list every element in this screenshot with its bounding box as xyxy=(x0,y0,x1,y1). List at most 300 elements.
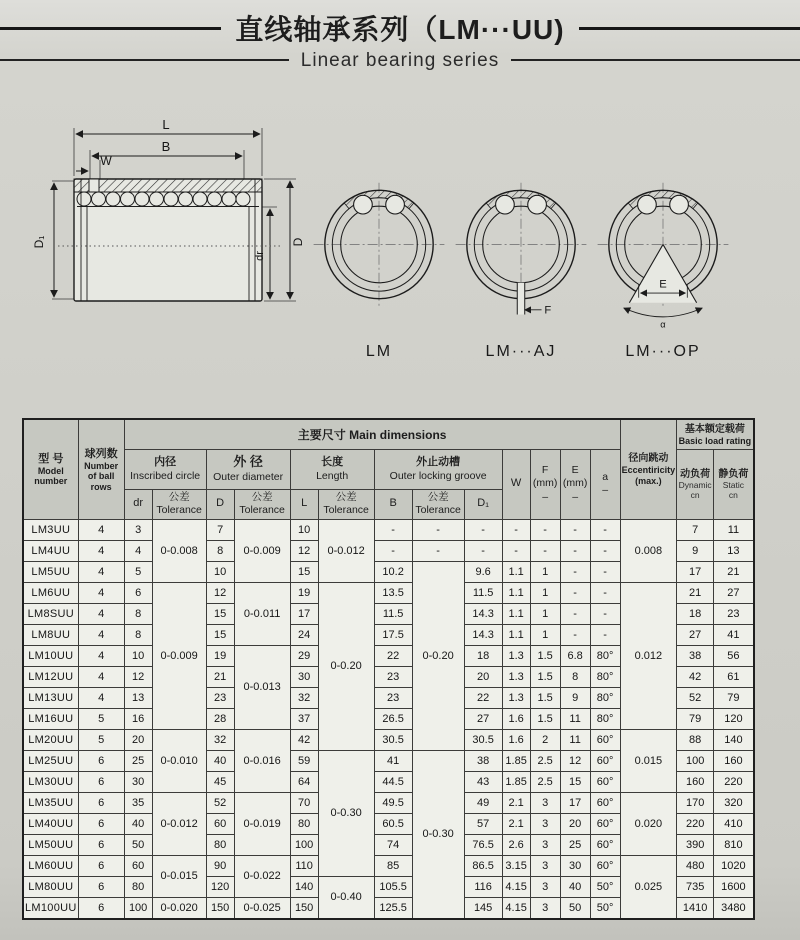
col-header-inscribed-circle xyxy=(124,449,206,489)
page-subtitle-row xyxy=(0,48,800,72)
value-cell: 116 xyxy=(464,876,502,897)
subtitle-rule-right xyxy=(511,59,800,61)
value-cell: 38 xyxy=(677,645,714,666)
col-header-length xyxy=(290,449,374,489)
header-line: 径向跳动 xyxy=(628,453,669,465)
table-row xyxy=(23,729,754,750)
value-cell: 20 xyxy=(124,729,152,750)
value-cell: 4 xyxy=(78,603,124,624)
value-cell: 0-0.012 xyxy=(152,792,206,855)
col-header-dynamic-load xyxy=(677,449,714,519)
table-row xyxy=(23,855,754,876)
value-cell: 1.85 xyxy=(502,771,530,792)
header-line: a xyxy=(602,470,609,483)
value-cell: 0-0.010 xyxy=(152,729,206,792)
header-line: – xyxy=(542,490,549,503)
value-cell: 3 xyxy=(530,897,560,919)
value-cell: 5 xyxy=(78,729,124,750)
header-line: 长度 xyxy=(321,456,344,469)
header-line: (mm) xyxy=(562,477,588,490)
value-cell: 37 xyxy=(290,708,318,729)
header-line: E xyxy=(571,464,579,477)
value-cell: 170 xyxy=(677,792,714,813)
ball xyxy=(386,195,405,214)
header-line: Tolerance xyxy=(156,504,202,516)
value-cell: 6 xyxy=(78,813,124,834)
header-line: Static xyxy=(722,479,745,490)
value-cell: 140 xyxy=(290,876,318,897)
value-cell: 80 xyxy=(290,813,318,834)
value-cell: 60° xyxy=(590,834,620,855)
header-line: Inscribed circle xyxy=(130,469,201,482)
value-cell: - xyxy=(590,582,620,603)
ball xyxy=(528,195,547,214)
value-cell: 4 xyxy=(78,540,124,561)
value-cell: 2.6 xyxy=(502,834,530,855)
model-number-cell: LM12UU xyxy=(23,666,78,687)
value-cell: - xyxy=(590,603,620,624)
value-cell: 52 xyxy=(206,792,234,813)
bearing-cross-section-diagram xyxy=(30,104,310,372)
ball xyxy=(496,195,515,214)
value-cell: 4 xyxy=(78,582,124,603)
title-rule-left xyxy=(0,27,221,30)
col-header-locking-groove xyxy=(374,449,502,489)
col-header-D-tolerance xyxy=(234,489,290,519)
value-cell: 1.3 xyxy=(502,645,530,666)
value-cell: 60° xyxy=(590,855,620,876)
value-cell: 120 xyxy=(206,876,234,897)
model-number-cell: LM13UU xyxy=(23,687,78,708)
value-cell: 1 xyxy=(530,603,560,624)
value-cell: 0-0.009 xyxy=(152,582,206,729)
value-cell: 70 xyxy=(290,792,318,813)
header-line: Number xyxy=(84,460,119,471)
value-cell: - xyxy=(412,519,464,540)
value-cell: 1.3 xyxy=(502,687,530,708)
value-cell: 40 xyxy=(206,750,234,771)
value-cell: 17 xyxy=(290,603,318,624)
value-cell: 30.5 xyxy=(374,729,412,750)
header-line: Length xyxy=(316,469,349,482)
ball xyxy=(638,195,657,214)
value-cell: 24 xyxy=(290,624,318,645)
value-cell: 1.5 xyxy=(530,708,560,729)
value-cell: 9.6 xyxy=(464,561,502,582)
value-cell: 2.5 xyxy=(530,750,560,771)
model-number-cell: LM25UU xyxy=(23,750,78,771)
value-cell: 4 xyxy=(78,624,124,645)
value-cell: 105.5 xyxy=(374,876,412,897)
header-line: 公差 xyxy=(168,490,190,503)
value-cell: 26.5 xyxy=(374,708,412,729)
value-cell: 0-0.019 xyxy=(234,792,290,855)
dim-label-alpha: α xyxy=(660,319,666,330)
header-line: – xyxy=(572,490,579,503)
value-cell: 35 xyxy=(124,792,152,813)
value-cell: 2.1 xyxy=(502,813,530,834)
value-cell: 25 xyxy=(560,834,590,855)
header-line: 球列数 xyxy=(84,447,118,460)
value-cell: 22 xyxy=(464,687,502,708)
value-cell: 11 xyxy=(560,729,590,750)
value-cell: 10 xyxy=(290,519,318,540)
value-cell: 4.15 xyxy=(502,897,530,919)
value-cell: - xyxy=(560,519,590,540)
value-cell: 6 xyxy=(78,897,124,919)
value-cell: 6 xyxy=(78,750,124,771)
value-cell: 11 xyxy=(560,708,590,729)
header-line: 公差 xyxy=(251,490,273,503)
value-cell: 45 xyxy=(206,771,234,792)
value-cell: 0-0.012 xyxy=(318,519,374,582)
value-cell: 100 xyxy=(677,750,714,771)
value-cell: 23 xyxy=(374,687,412,708)
value-cell: 85 xyxy=(374,855,412,876)
value-cell: 79 xyxy=(677,708,714,729)
col-header-f xyxy=(530,449,560,519)
value-cell: 41 xyxy=(714,624,754,645)
value-cell: - xyxy=(502,540,530,561)
header-line: cn xyxy=(690,489,700,500)
value-cell: 9 xyxy=(560,687,590,708)
value-cell: 61 xyxy=(714,666,754,687)
value-cell: - xyxy=(590,540,620,561)
col-header-eccentricity xyxy=(620,419,677,519)
page-title-row xyxy=(0,8,800,48)
value-cell: 10 xyxy=(124,645,152,666)
value-cell: 1.1 xyxy=(502,561,530,582)
value-cell: 80 xyxy=(206,834,234,855)
value-cell: 79 xyxy=(714,687,754,708)
value-cell: 40 xyxy=(560,876,590,897)
value-cell: 30.5 xyxy=(464,729,502,750)
ring-diagram-lm-op xyxy=(592,166,734,336)
value-cell: 1.6 xyxy=(502,729,530,750)
value-cell: 60° xyxy=(590,729,620,750)
dim-label-dr: dr xyxy=(254,251,266,261)
value-cell: 28 xyxy=(206,708,234,729)
value-cell: - xyxy=(590,624,620,645)
value-cell: 15 xyxy=(206,603,234,624)
value-cell: 3480 xyxy=(714,897,754,919)
model-number-cell: LM16UU xyxy=(23,708,78,729)
value-cell: 12 xyxy=(290,540,318,561)
table-body xyxy=(23,519,754,919)
value-cell: 50 xyxy=(560,897,590,919)
value-cell: 56 xyxy=(714,645,754,666)
value-cell: 4 xyxy=(78,561,124,582)
model-number-cell: LM35UU xyxy=(23,792,78,813)
col-header-D: D xyxy=(206,489,234,519)
dim-label-D: D xyxy=(291,237,305,247)
bearing-body xyxy=(58,179,282,301)
ball xyxy=(670,195,689,214)
value-cell: - xyxy=(412,540,464,561)
table-row xyxy=(23,519,754,540)
col-header-B: B xyxy=(374,489,412,519)
value-cell: 60.5 xyxy=(374,813,412,834)
value-cell: 6 xyxy=(78,876,124,897)
header-line: 外 径 xyxy=(233,453,263,469)
value-cell: 4 xyxy=(78,666,124,687)
value-cell: 44.5 xyxy=(374,771,412,792)
value-cell: 1.3 xyxy=(502,666,530,687)
value-cell: 220 xyxy=(714,771,754,792)
value-cell: 6 xyxy=(78,834,124,855)
value-cell: - xyxy=(590,561,620,582)
value-cell: 23 xyxy=(374,666,412,687)
value-cell: 17.5 xyxy=(374,624,412,645)
value-cell: 38 xyxy=(464,750,502,771)
header-line: cn xyxy=(728,489,738,500)
centerlines xyxy=(314,183,445,308)
value-cell: 4 xyxy=(78,687,124,708)
value-cell: 1.85 xyxy=(502,750,530,771)
value-cell: 23 xyxy=(714,603,754,624)
header-line: 内径 xyxy=(154,456,177,469)
value-cell: 1.5 xyxy=(530,645,560,666)
value-cell: 20 xyxy=(560,813,590,834)
value-cell: 7 xyxy=(677,519,714,540)
value-cell: 3 xyxy=(530,855,560,876)
value-cell: 50 xyxy=(124,834,152,855)
value-cell: 88 xyxy=(677,729,714,750)
value-cell: 1.1 xyxy=(502,582,530,603)
col-header-e xyxy=(560,449,590,519)
value-cell: 25 xyxy=(124,750,152,771)
value-cell: 150 xyxy=(290,897,318,919)
value-cell: 23 xyxy=(206,687,234,708)
value-cell: 110 xyxy=(290,855,318,876)
value-cell: 3 xyxy=(530,813,560,834)
value-cell: 3 xyxy=(530,834,560,855)
model-number-cell: LM50UU xyxy=(23,834,78,855)
value-cell: 32 xyxy=(290,687,318,708)
value-cell: 1020 xyxy=(714,855,754,876)
value-cell: 100 xyxy=(290,834,318,855)
value-cell: 21 xyxy=(677,582,714,603)
header-line: Outer diameter xyxy=(213,470,284,483)
value-cell: 4 xyxy=(124,540,152,561)
value-cell: 50° xyxy=(590,876,620,897)
value-cell: 76.5 xyxy=(464,834,502,855)
dim-label-F: F xyxy=(544,304,552,317)
value-cell: 17 xyxy=(677,561,714,582)
value-cell: - xyxy=(464,519,502,540)
bearing-spec-table xyxy=(22,418,755,920)
value-cell: 1.1 xyxy=(502,624,530,645)
value-cell: 19 xyxy=(206,645,234,666)
value-cell: 80° xyxy=(590,708,620,729)
value-cell: 1.5 xyxy=(530,666,560,687)
model-number-cell: LM4UU xyxy=(23,540,78,561)
value-cell: 0-0.011 xyxy=(234,582,290,645)
value-cell: 13 xyxy=(714,540,754,561)
value-cell: 8 xyxy=(206,540,234,561)
model-number-cell: LM8UU xyxy=(23,624,78,645)
value-cell: 14.3 xyxy=(464,603,502,624)
value-cell: 5 xyxy=(124,561,152,582)
header-line: 静负荷 xyxy=(718,468,749,480)
value-cell: 480 xyxy=(677,855,714,876)
value-cell: 8 xyxy=(560,666,590,687)
value-cell: 2.1 xyxy=(502,792,530,813)
value-cell: 40 xyxy=(124,813,152,834)
value-cell: 11 xyxy=(714,519,754,540)
value-cell: 14.3 xyxy=(464,624,502,645)
col-header-B-tolerance xyxy=(412,489,464,519)
value-cell: 3 xyxy=(530,876,560,897)
col-header-a xyxy=(590,449,620,519)
value-cell: 29 xyxy=(290,645,318,666)
value-cell: 0-0.30 xyxy=(412,750,464,919)
value-cell: 145 xyxy=(464,897,502,919)
value-cell: 10.2 xyxy=(374,561,412,582)
title-rule-right xyxy=(579,27,800,30)
value-cell: 4.15 xyxy=(502,876,530,897)
value-cell: 22 xyxy=(374,645,412,666)
value-cell: 0-0.20 xyxy=(318,582,374,750)
header-line: F xyxy=(541,464,549,477)
ring-label-lm: LM xyxy=(365,343,393,360)
value-cell: 17 xyxy=(560,792,590,813)
ring-label-lm-op: LM···OP xyxy=(625,343,701,360)
value-cell: - xyxy=(560,603,590,624)
value-cell: - xyxy=(530,540,560,561)
value-cell: 11.5 xyxy=(464,582,502,603)
table-header xyxy=(23,419,754,519)
value-cell: 49 xyxy=(464,792,502,813)
header-line: Eccentiricity xyxy=(621,465,676,476)
value-cell: 42 xyxy=(677,666,714,687)
value-cell: 18 xyxy=(677,603,714,624)
value-cell: 43 xyxy=(464,771,502,792)
value-cell: 320 xyxy=(714,792,754,813)
col-header-dr: dr xyxy=(124,489,152,519)
value-cell: 52 xyxy=(677,687,714,708)
value-cell: 160 xyxy=(677,771,714,792)
header-line: number xyxy=(34,476,68,487)
value-cell: 15 xyxy=(290,561,318,582)
header-line: Tolerance xyxy=(239,504,285,516)
value-cell: 18 xyxy=(464,645,502,666)
value-cell: 19 xyxy=(290,582,318,603)
value-cell: 810 xyxy=(714,834,754,855)
value-cell: 12 xyxy=(124,666,152,687)
value-cell: 390 xyxy=(677,834,714,855)
value-cell: 150 xyxy=(206,897,234,919)
model-number-cell: LM100UU xyxy=(23,897,78,919)
value-cell: 74 xyxy=(374,834,412,855)
value-cell: 41 xyxy=(374,750,412,771)
value-cell: 5 xyxy=(78,708,124,729)
value-cell: 4 xyxy=(78,519,124,540)
value-cell: 21 xyxy=(206,666,234,687)
col-header-ball-rows xyxy=(78,419,124,519)
ring-view-lm xyxy=(308,166,450,361)
value-cell: 6 xyxy=(78,792,124,813)
value-cell: 1.6 xyxy=(502,708,530,729)
page-subtitle: Linear bearing series xyxy=(300,50,500,71)
value-cell: 0-0.016 xyxy=(234,729,290,792)
value-cell: 13.5 xyxy=(374,582,412,603)
ring-diagram-lm-aj xyxy=(450,166,592,336)
dim-label-W: W xyxy=(100,154,112,168)
header-line: 外止动槽 xyxy=(416,456,461,469)
value-cell: 1 xyxy=(530,582,560,603)
value-cell: 57 xyxy=(464,813,502,834)
header-line: Tolerance xyxy=(323,504,369,516)
value-cell: 7 xyxy=(206,519,234,540)
value-cell: - xyxy=(464,540,502,561)
value-cell: 15 xyxy=(206,624,234,645)
value-cell: 0-0.022 xyxy=(234,855,290,897)
value-cell: 4 xyxy=(78,645,124,666)
page-title: 直线轴承系列（LM···UU) xyxy=(235,14,565,45)
col-header-model xyxy=(23,419,78,519)
value-cell: 60 xyxy=(124,855,152,876)
model-number-cell: LM3UU xyxy=(23,519,78,540)
value-cell: 1 xyxy=(530,624,560,645)
value-cell: 42 xyxy=(290,729,318,750)
ring-view-lm-op xyxy=(592,166,734,361)
value-cell: - xyxy=(374,519,412,540)
value-cell: 20 xyxy=(464,666,502,687)
value-cell: 11.5 xyxy=(374,603,412,624)
model-number-cell: LM5UU xyxy=(23,561,78,582)
value-cell: 10 xyxy=(206,561,234,582)
col-header-L: L xyxy=(290,489,318,519)
subtitle-rule-left xyxy=(0,59,289,61)
value-cell: 60° xyxy=(590,771,620,792)
value-cell: 160 xyxy=(714,750,754,771)
ring-views xyxy=(308,166,734,361)
value-cell: 0-0.009 xyxy=(234,519,290,582)
value-cell: 0-0.30 xyxy=(318,750,374,876)
value-cell: 90 xyxy=(206,855,234,876)
value-cell: - xyxy=(560,561,590,582)
header-line: Dynamic xyxy=(678,479,712,490)
model-number-cell: LM60UU xyxy=(23,855,78,876)
value-cell: 6.8 xyxy=(560,645,590,666)
header-line: of ball xyxy=(87,471,115,482)
header-line: rows xyxy=(90,481,112,492)
model-number-cell: LM8SUU xyxy=(23,603,78,624)
col-header-static-load xyxy=(714,449,754,519)
value-cell: 60° xyxy=(590,750,620,771)
value-cell: 0.008 xyxy=(620,519,677,582)
value-cell: 125.5 xyxy=(374,897,412,919)
header-line: Model xyxy=(37,466,64,477)
table-row xyxy=(23,792,754,813)
value-cell: 0.015 xyxy=(620,729,677,792)
value-cell: 1600 xyxy=(714,876,754,897)
value-cell: 59 xyxy=(290,750,318,771)
dim-label-B: B xyxy=(161,139,171,154)
dim-label-E: E xyxy=(659,278,667,291)
value-cell: 100 xyxy=(124,897,152,919)
value-cell: 27 xyxy=(714,582,754,603)
ring-label-lm-aj: LM···AJ xyxy=(485,343,557,360)
col-header-dr-tolerance xyxy=(152,489,206,519)
col-header-w: W xyxy=(502,449,530,519)
value-cell: 50° xyxy=(590,897,620,919)
ring-view-lm-aj xyxy=(450,166,592,361)
value-cell: 3 xyxy=(530,792,560,813)
value-cell: 120 xyxy=(714,708,754,729)
model-number-cell: LM20UU xyxy=(23,729,78,750)
